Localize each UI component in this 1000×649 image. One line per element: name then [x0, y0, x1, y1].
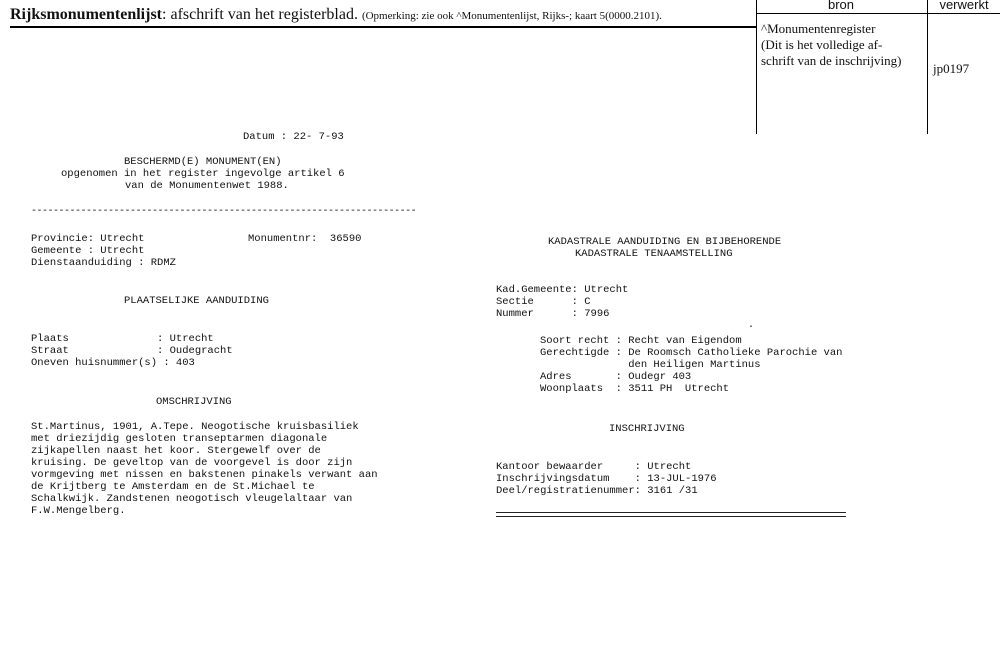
bron-line: schrift van de inschrijving) — [761, 53, 902, 68]
monumentnr: Monumentnr: 36590 — [248, 233, 362, 245]
verwerkt-value: jp0197 — [933, 61, 970, 76]
kad-nummer: Nummer : 7996 — [496, 308, 610, 320]
provincie: Provincie: Utrecht — [31, 233, 145, 245]
recht-line: den Heiligen Martinus — [540, 359, 761, 371]
kadaster-heading-2: KADASTRALE TENAAMSTELLING — [575, 248, 733, 260]
inschrijving-line: Deel/registratienummer: 3161 /31 — [496, 485, 698, 497]
datum: Datum : 22- 7-93 — [243, 131, 344, 143]
page-title — [10, 6, 662, 24]
intro-line-1: BESCHERMD(E) MONUMENT(EN) — [124, 156, 282, 168]
verwerkt-label: verwerkt — [939, 0, 989, 12]
omschrijving-line: met driezijdig gesloten transeptarmen diagonale — [31, 433, 328, 445]
omschrijving-line: kruising. De geveltop van de voorgevel is door zijn — [31, 457, 353, 469]
inschrijving-heading: INSCHRIJVING — [609, 423, 685, 435]
omschrijving-line: Schalkwijk. Zandstenen neogotisch vleugelaltaar van — [31, 493, 353, 505]
intro-line-3: van de Monumentenwet 1988. — [125, 180, 289, 192]
bron-line: (Dit is het volledige af- — [761, 37, 883, 52]
omschrijving-line: St.Martinus, 1901, A.Tepe. Neogotische kruisbasiliek — [31, 421, 359, 433]
omschrijving-line: vormgeving met nissen en bakstenen pinakels verwant aan — [31, 469, 378, 481]
inschrijving-line: Inschrijvingsdatum : 13-JUL-1976 — [496, 473, 717, 485]
title-rest: : afschrift van het registerblad. — [162, 6, 358, 23]
recht-line: Soort recht : Recht van Eigendom — [540, 335, 742, 347]
title-bold: Rijksmonumentenlijst — [10, 6, 163, 23]
omschrijving-line: de Krijtberg te Amsterdam en de St.Michael te — [31, 481, 315, 493]
bron-label: bron — [827, 0, 855, 12]
plaats-heading: PLAATSELIJKE AANDUIDING — [124, 295, 269, 307]
omschrijving-line: F.W.Mengelberg. — [31, 505, 126, 517]
straat-line: Straat : Oudegracht — [31, 345, 233, 357]
scan-mark: · — [748, 322, 755, 333]
bron-text — [761, 21, 927, 69]
bron-line: ^Monumentenregister — [761, 21, 876, 36]
bron-header-rule — [756, 13, 1000, 14]
omschrijving-line: zijkapellen naast het koor. Stergewelf over de — [31, 445, 321, 457]
double-rule — [496, 512, 846, 517]
omschrijving-heading: OMSCHRIJVING — [156, 396, 232, 408]
intro-line-2: opgenomen in het register ingevolge artikel 6 — [61, 168, 345, 180]
gemeente: Gemeente : Utrecht — [31, 245, 145, 257]
title-note: (Opmerking: zie ook ^Monumentenlijst, Rijks-; kaart 5(0000.2101). — [361, 10, 662, 22]
kad-sectie: Sectie : C — [496, 296, 591, 308]
kadaster-heading-1: KADASTRALE AANDUIDING EN BIJBEHORENDE — [548, 236, 782, 248]
inschrijving-line: Kantoor bewaarder : Utrecht — [496, 461, 692, 473]
recht-line: Woonplaats : 3511 PH Utrecht — [540, 383, 730, 395]
huisnummer-line: Oneven huisnummer(s) : 403 — [31, 357, 195, 369]
header-rule — [10, 26, 756, 28]
recht-line: Gerechtigde : De Roomsch Catholieke Parochie van — [540, 347, 843, 359]
dienstaanduiding: Dienstaanduiding : RDMZ — [31, 257, 176, 269]
dashed-separator: ---------------------------------------------------------------------- — [31, 206, 417, 217]
plaats-line: Plaats : Utrecht — [31, 333, 214, 345]
kad-gemeente: Kad.Gemeente: Utrecht — [496, 284, 629, 296]
recht-line: Adres : Oudegr 403 — [540, 371, 692, 383]
